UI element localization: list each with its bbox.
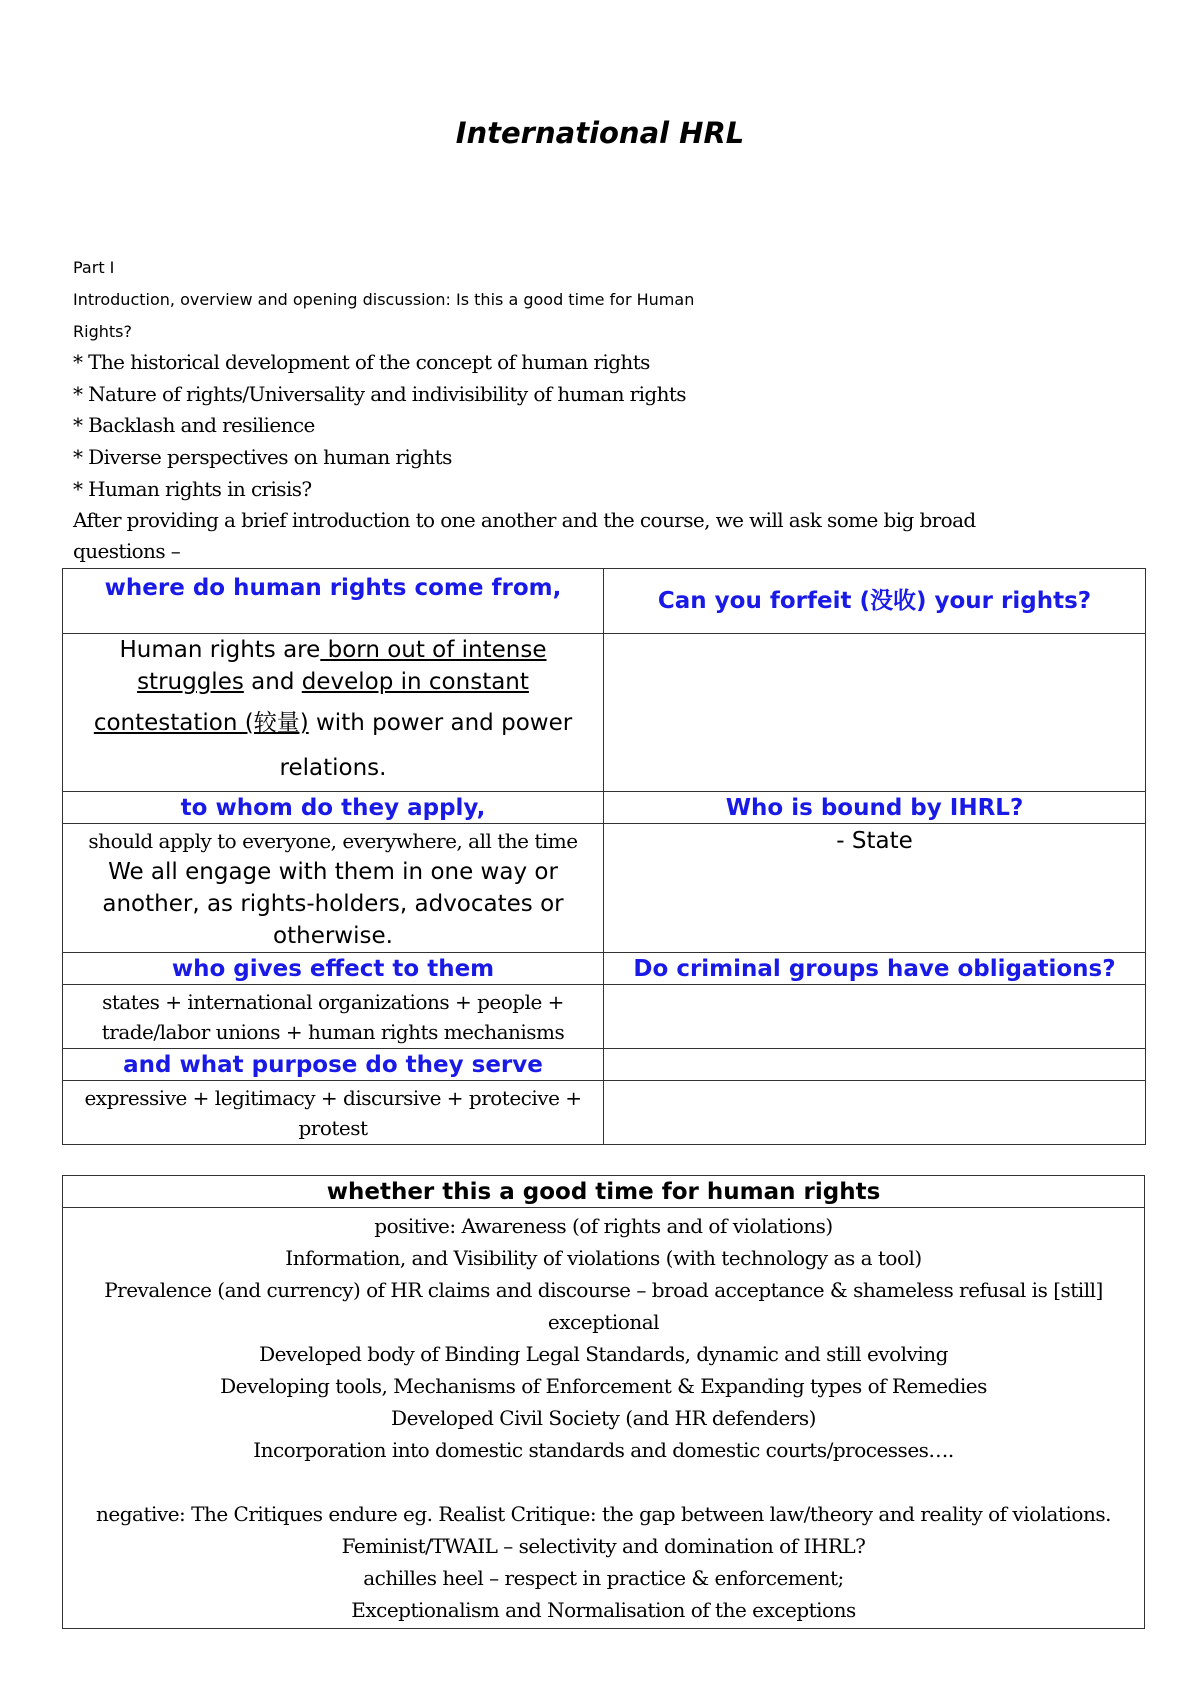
good-time-body xyxy=(63,1208,1145,1629)
lead-paragraph-line-1: After providing a brief introduction to one another and the course, we will ask some big broad xyxy=(73,508,976,532)
bullet-item: * Human rights in crisis? xyxy=(73,477,312,501)
answer-text: with power and power xyxy=(308,710,573,736)
body-line: Incorporation into domestic standards and domestic courts/processes…. xyxy=(253,1438,954,1462)
body-line: negative: The Critiques endure eg. Realist Critique: the gap between law/theory and reality of violations. xyxy=(96,1502,1111,1526)
answer-line: protest xyxy=(298,1115,368,1140)
body-line: Developed Civil Society (and HR defenders) xyxy=(391,1406,816,1430)
answer-who-gives-effect xyxy=(63,985,604,1049)
answer-forfeit-empty xyxy=(604,634,1146,792)
answer-underlined: struggles xyxy=(137,669,244,695)
answer-line: expressive + legitimacy + discursive + protecive + xyxy=(84,1085,582,1110)
answer-underlined: develop in constant xyxy=(301,669,529,695)
answer-who-bound xyxy=(604,824,1146,953)
bullet-item: * Nature of rights/Universality and indivisibility of human rights xyxy=(73,382,686,406)
intro-line-1: Introduction, overview and opening discussion: Is this a good time for Human xyxy=(73,290,695,309)
answer-purpose xyxy=(63,1081,604,1145)
body-line: achilles heel – respect in practice & enforcement; xyxy=(363,1566,844,1590)
good-time-table xyxy=(62,1175,1145,1629)
intro-line-2: Rights? xyxy=(73,322,132,341)
empty-cell xyxy=(604,1081,1146,1145)
questions-table xyxy=(62,568,1146,1145)
question-where-from: where do human rights come from, xyxy=(63,569,604,634)
answer-line: states + international organizations + people + xyxy=(102,989,564,1014)
bullet-item: * Diverse perspectives on human rights xyxy=(73,445,452,469)
answer-whom-apply xyxy=(63,824,604,953)
answer-text: and xyxy=(243,669,302,695)
body-line: exceptional xyxy=(547,1310,660,1334)
answer-text: relations. xyxy=(279,755,387,781)
answer-criminal-groups-empty xyxy=(604,985,1146,1049)
document-title: International HRL xyxy=(455,116,745,150)
answer-underlined: born out of intense xyxy=(320,637,547,663)
answer-text: Human rights are xyxy=(119,637,321,663)
question-who-bound: Who is bound by IHRL? xyxy=(604,792,1146,824)
bullet-item: * Backlash and resilience xyxy=(73,413,315,437)
blank-line xyxy=(71,1466,1136,1498)
question-purpose: and what purpose do they serve xyxy=(63,1049,604,1081)
answer-line: We all engage with them in one way or xyxy=(108,859,558,885)
question-forfeit-rights: Can you forfeit (没收) your rights? xyxy=(604,569,1146,634)
body-line: Exceptionalism and Normalisation of the exceptions xyxy=(351,1598,856,1622)
body-line: Information, and Visibility of violations (with technology as a tool) xyxy=(285,1246,922,1270)
part-label: Part I xyxy=(73,258,115,277)
body-line: Developing tools, Mechanisms of Enforcement & Expanding types of Remedies xyxy=(220,1374,987,1398)
body-line: positive: Awareness (of rights and of violations) xyxy=(374,1214,833,1238)
answer-underlined: contestation (较量) xyxy=(93,710,309,736)
body-line: Developed body of Binding Legal Standards, dynamic and still evolving xyxy=(259,1342,948,1366)
question-who-gives-effect: who gives effect to them xyxy=(63,953,604,985)
answer-line: should apply to everyone, everywhere, all the time xyxy=(88,829,578,853)
question-whom-apply: to whom do they apply, xyxy=(63,792,604,824)
bullet-item: * The historical development of the concept of human rights xyxy=(73,350,650,374)
lead-paragraph-line-2: questions – xyxy=(73,539,181,563)
answer-line: trade/labor unions + human rights mechanisms xyxy=(101,1019,565,1044)
body-line: Prevalence (and currency) of HR claims and discourse – broad acceptance & shameless refusal is [still] xyxy=(104,1278,1103,1302)
question-criminal-groups: Do criminal groups have obligations? xyxy=(604,953,1146,985)
answer-line: otherwise. xyxy=(273,923,393,949)
empty-cell xyxy=(604,1049,1146,1081)
answer-line: - State xyxy=(836,828,913,854)
body-line: Feminist/TWAIL – selectivity and domination of IHRL? xyxy=(341,1534,866,1558)
answer-line: another, as rights-holders, advocates or xyxy=(102,891,564,917)
answer-where-from xyxy=(63,634,604,792)
good-time-heading: whether this a good time for human rights xyxy=(63,1176,1145,1208)
